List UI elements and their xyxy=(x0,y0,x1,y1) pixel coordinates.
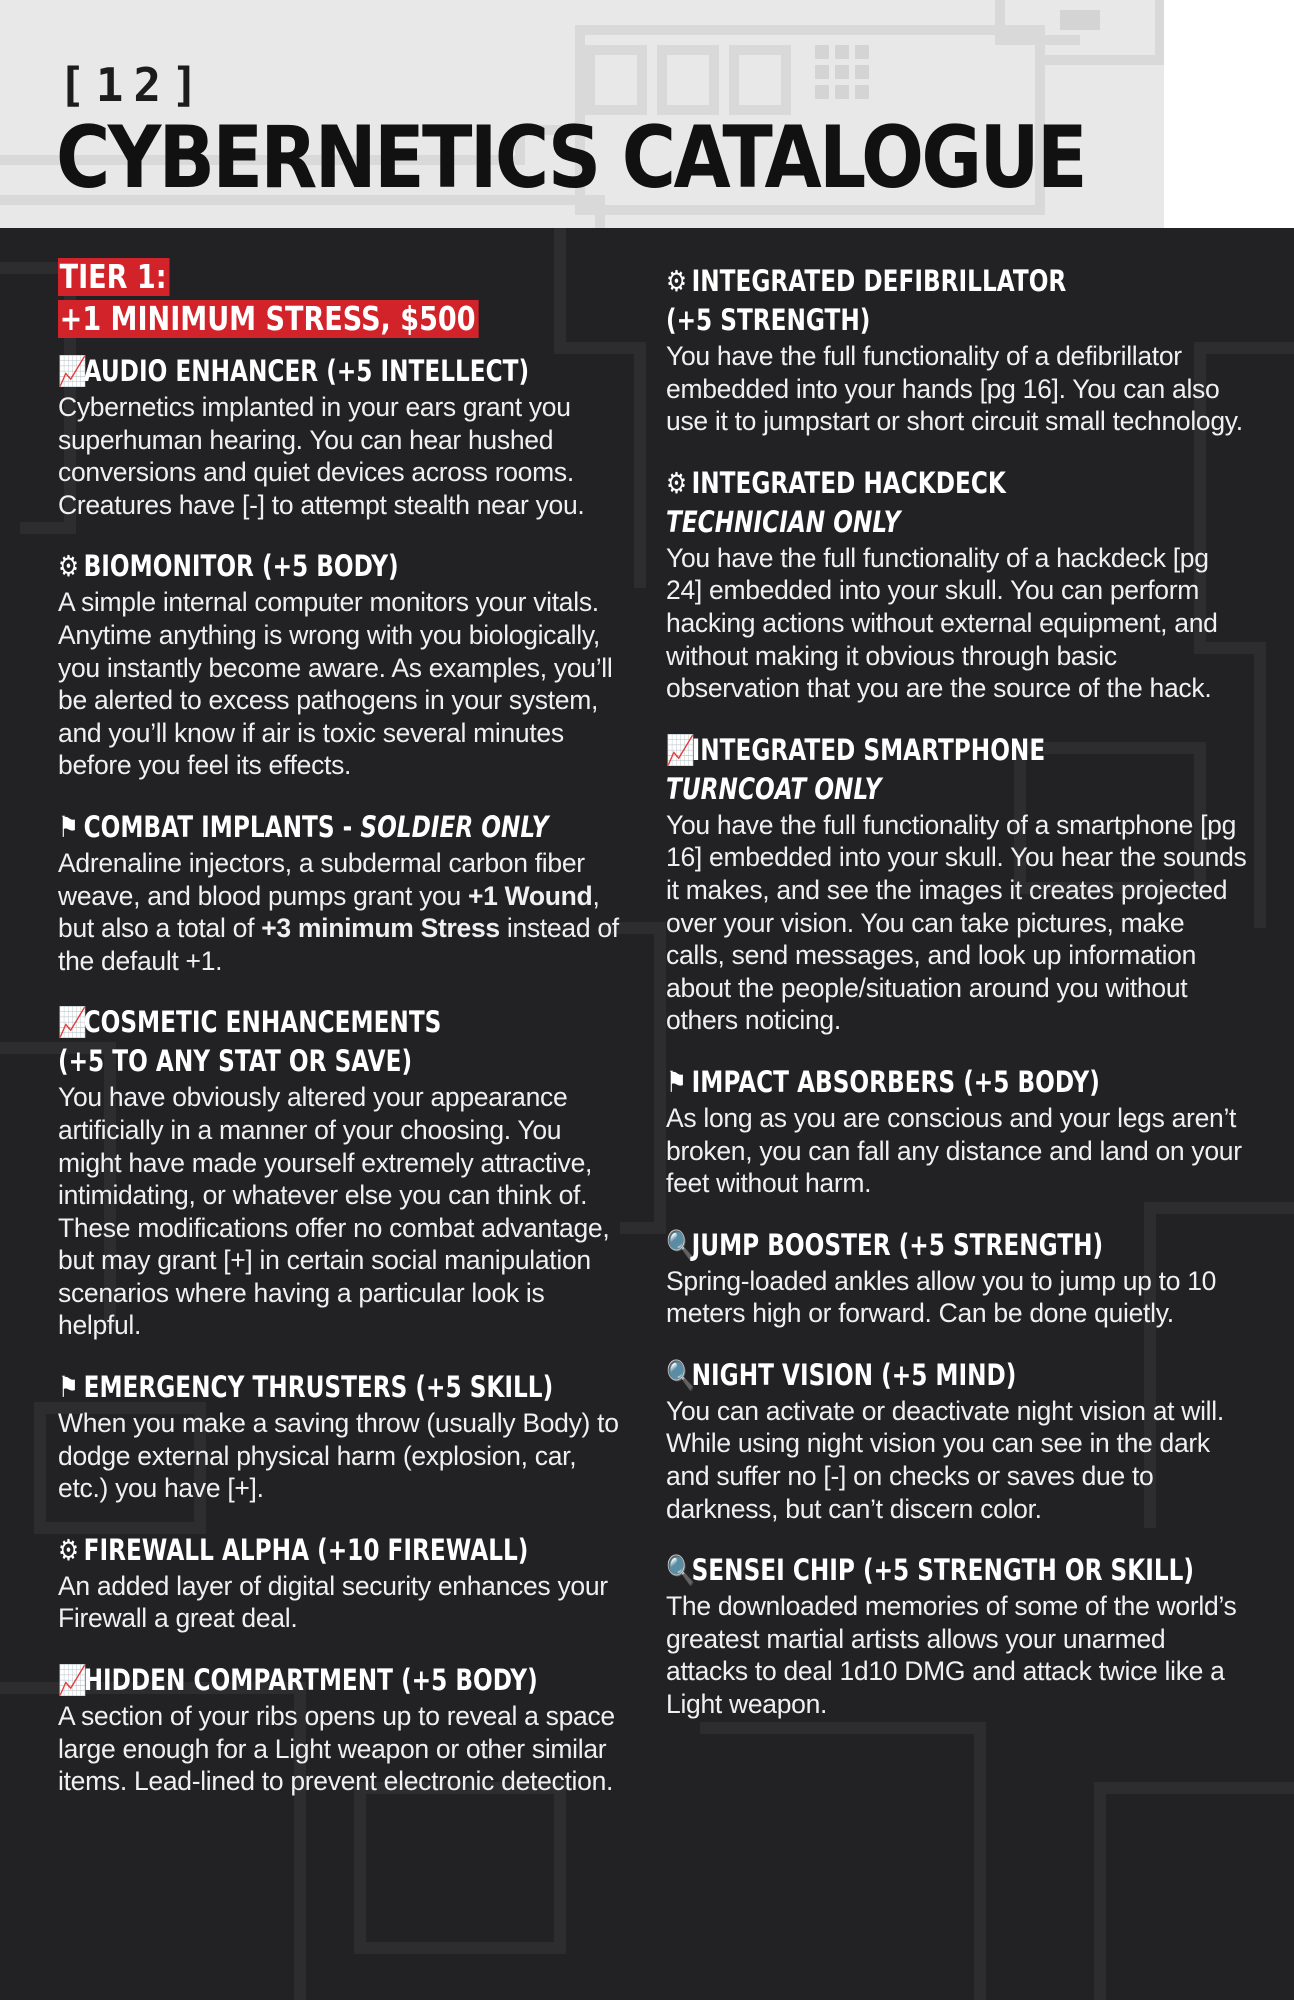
entry-impact-absorbers xyxy=(666,1063,1248,1200)
entry-title: FIREWALL ALPHA (+10 FIREWALL) xyxy=(83,1532,529,1567)
header-white-strip xyxy=(1164,0,1294,228)
entry-hidden-compartment xyxy=(58,1661,628,1798)
tier-label: TIER 1: xyxy=(58,258,170,296)
entry-description: You have the full functionality of a smartphone [pg 16] embedded into your skull. You hear the sounds it makes, and see the images it creates projected over your vision. You can take pictures, make calls, send messages, and look up information about the people/situation around you without others noticing. xyxy=(666,809,1247,1036)
gear-icon: ⚙ xyxy=(666,264,687,298)
chart-icon: 📈 xyxy=(58,1005,87,1040)
entry-sensei-chip xyxy=(666,1551,1248,1720)
entry-heading xyxy=(58,352,628,391)
tier-heading xyxy=(58,258,628,342)
entry-title: AUDIO ENHANCER (+5 INTELLECT) xyxy=(83,354,530,388)
gear-icon: ⚙ xyxy=(666,465,687,500)
entry-heading xyxy=(666,262,1248,301)
entry-jump-booster xyxy=(666,1226,1248,1330)
entry-integrated-hackdeck xyxy=(666,464,1248,705)
entry-description xyxy=(58,847,628,977)
entry-heading xyxy=(666,1063,1248,1102)
entry-title: HIDDEN COMPARTMENT (+5 BODY) xyxy=(83,1663,538,1698)
magnifier-icon: 🔍 xyxy=(666,1357,695,1392)
entry-heading xyxy=(666,1356,1248,1395)
entry-description: You have obviously altered your appearance artificially in a manner of your choosing. You might have made yourself extremely attractive, intimidating, or whatever else you can think of. These modifications offer no combat advantage, but may grant [+] in certain social manipulation scenarios where having a particular look is helpful. xyxy=(58,1082,610,1341)
entry-description: An added layer of digital security enhances your Firewall a great deal. xyxy=(58,1570,608,1634)
entry-heading xyxy=(58,547,628,586)
entry-title: NIGHT VISION (+5 MIND) xyxy=(691,1357,1017,1392)
entry-title: IMPACT ABSORBERS (+5 BODY) xyxy=(691,1064,1100,1099)
entry-class-restriction: TECHNICIAN ONLY xyxy=(666,504,901,539)
entry-description: A section of your ribs opens up to reveal a space large enough for a Light weapon or other similar items. Lead-lined to prevent electronic detection. xyxy=(58,1701,615,1797)
entry-heading-line2: (+5 STRENGTH) xyxy=(666,303,871,337)
entry-heading xyxy=(58,1003,628,1042)
entry-heading xyxy=(666,1226,1248,1265)
entry-class-restriction: SOLDIER ONLY xyxy=(360,809,549,844)
flag-icon: ⚑ xyxy=(58,809,79,844)
entry-description: You have the full functionality of a defibrillator embedded into your hands [pg 16]. You can also use it to jumpstart or short circuit small technology. xyxy=(666,341,1243,437)
entry-firewall-alpha xyxy=(58,1531,628,1635)
entry-title: EMERGENCY THRUSTERS (+5 SKILL) xyxy=(83,1370,554,1405)
entry-heading xyxy=(666,731,1248,770)
chart-icon: 📈 xyxy=(666,732,695,767)
entry-description: The downloaded memories of some of the world’s greatest martial artists allows your unarmed attacks to deal 1d10 DMG and attack twice like a Light weapon. xyxy=(666,1591,1237,1720)
entry-heading xyxy=(666,464,1248,503)
entry-night-vision xyxy=(666,1356,1248,1525)
right-column xyxy=(666,262,1248,1747)
gear-icon: ⚙ xyxy=(58,549,79,584)
entry-heading xyxy=(58,1531,628,1570)
entry-description: Spring-loaded ankles allow you to jump up to 10 meters high or forward. Can be done quietly. xyxy=(666,1265,1217,1329)
entry-title: COSMETIC ENHANCEMENTS xyxy=(83,1005,442,1040)
entry-description: You can activate or deactivate night vision at will. While using night vision you can see in the dark and suffer no [-] on checks or saves due to darkness, but can’t discern color. xyxy=(666,1395,1224,1524)
page-header xyxy=(0,0,1294,228)
entry-heading xyxy=(58,1368,628,1407)
gear-icon: ⚙ xyxy=(58,1532,79,1567)
page-title: CYBERNETICS CATALOGUE xyxy=(56,108,1085,208)
page-number: [12] xyxy=(58,58,209,112)
chart-icon: 📈 xyxy=(58,1663,87,1698)
entry-title: INTEGRATED SMARTPHONE xyxy=(691,732,1046,767)
entry-class-restriction: TURNCOAT ONLY xyxy=(666,771,882,806)
desc-text: instead of the default +1. xyxy=(58,913,619,976)
entry-cosmetic-enhancements xyxy=(58,1003,628,1342)
entry-description: A simple internal computer monitors your vitals. Anytime anything is wrong with you biologically, you instantly become aware. As examples, you’ll be alerted to excess pathogens in your system, and you’ll know if air is toxic several minutes before you feel its effects. xyxy=(58,587,613,781)
entry-emergency-thrusters xyxy=(58,1368,628,1505)
entry-description: As long as you are conscious and your legs aren’t broken, you can fall any distance and land on your feet without harm. xyxy=(666,1102,1242,1199)
entry-heading-line2: (+5 TO ANY STAT OR SAVE) xyxy=(58,1044,413,1079)
entry-title: INTEGRATED DEFIBRILLATOR xyxy=(691,264,1067,298)
flag-icon: ⚑ xyxy=(58,1370,79,1405)
entry-heading xyxy=(58,1661,628,1700)
entry-title: COMBAT IMPLANTS - xyxy=(83,809,361,844)
entry-title: INTEGRATED HACKDECK xyxy=(691,465,1006,500)
left-column xyxy=(58,258,628,1824)
entry-integrated-defibrillator xyxy=(666,262,1248,438)
entry-description: When you make a saving throw (usually Body) to dodge external physical harm (explosion, car, etc.) you have [+]. xyxy=(58,1408,619,1504)
desc-text: Adrenaline injectors, a subdermal carbon fiber weave, and blood pumps grant you xyxy=(58,847,585,911)
entry-combat-implants xyxy=(58,808,628,977)
entry-description: You have the full functionality of a hackdeck [pg 24] embedded into your skull. You can perform hacking actions without external equipment, and without making it obvious through basic observation that you are the source of the hack. xyxy=(666,542,1218,704)
entry-title: SENSEI CHIP (+5 STRENGTH OR SKILL) xyxy=(691,1553,1195,1588)
chart-icon: 📈 xyxy=(58,354,87,388)
entry-audio-enhancer xyxy=(58,352,628,521)
entry-integrated-smartphone xyxy=(666,731,1248,1037)
desc-bold: +1 Wound xyxy=(467,880,593,911)
entry-title: BIOMONITOR (+5 BODY) xyxy=(83,549,399,584)
entry-heading xyxy=(58,808,628,847)
flag-icon: ⚑ xyxy=(666,1064,687,1099)
magnifier-icon: 🔍 xyxy=(666,1553,695,1588)
magnifier-icon: 🔍 xyxy=(666,1227,695,1262)
tier-cost: +1 MINIMUM STRESS, $500 xyxy=(58,300,479,338)
desc-bold: +3 minimum Stress xyxy=(261,913,500,944)
entry-heading xyxy=(666,1551,1248,1590)
entry-description: Cybernetics implanted in your ears grant you superhuman hearing. You can hear hushed conversions and quiet devices across rooms. Creatures have [-] to attempt stealth near you. xyxy=(58,392,585,520)
desc-text: , but also a total of xyxy=(58,880,600,944)
entry-title: JUMP BOOSTER (+5 STRENGTH) xyxy=(691,1227,1104,1262)
entry-biomonitor xyxy=(58,547,628,782)
